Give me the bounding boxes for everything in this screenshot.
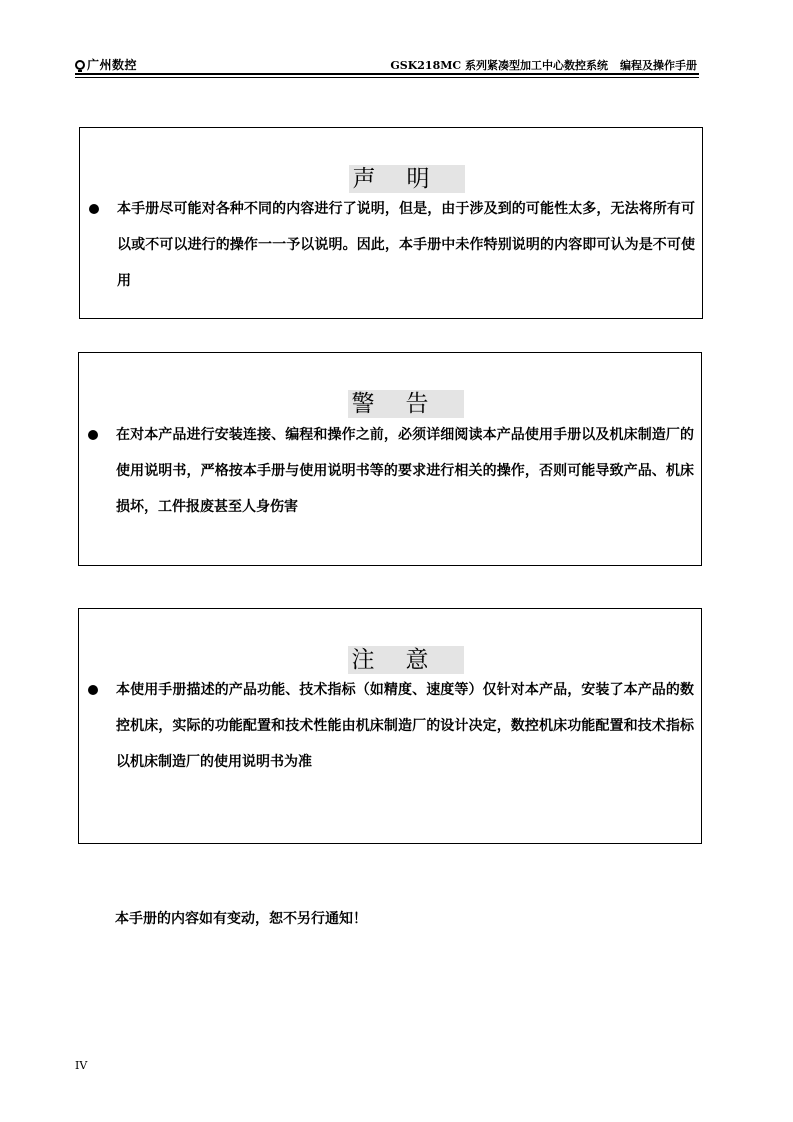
company-logo <box>75 56 137 73</box>
bullet-icon <box>88 430 98 440</box>
manual-title <box>390 57 697 73</box>
change-notice: 本手册的内容如有变动，恕不另行通知！ <box>115 911 367 927</box>
logo-text: 广州数控 <box>87 58 138 72</box>
bullet-icon <box>88 685 98 695</box>
manual-title-main: GSK218MC 系列紧凑型加工中心数控系统 <box>390 59 608 72</box>
statement-text: 本手册尽可能对各种不同的内容进行了说明，但是，由于涉及到的可能性太多，无法将所有可以或不可以进行的操作一一予以说明。因此，本手册中未作特别说明的内容即可认为是不可使用 <box>117 201 695 289</box>
header-rule-thick <box>75 73 699 75</box>
statement-title: 声明 <box>80 160 702 193</box>
notice-box <box>78 608 702 844</box>
warning-title: 警告 <box>79 385 701 418</box>
bullet-icon <box>89 204 99 214</box>
header-rule-thin <box>75 77 699 78</box>
notice-text: 本使用手册描述的产品功能、技术指标（如精度、速度等）仅针对本产品，安装了本产品的数控机床，实际的功能配置和技术性能由机床制造厂的设计决定，数控机床功能配置和技术指标以机床制造厂的使用说明书为准 <box>116 682 694 770</box>
warning-box <box>78 352 702 566</box>
page-header <box>75 54 699 74</box>
statement-box <box>79 127 703 319</box>
manual-title-sub: 编程及操作手册 <box>620 59 697 72</box>
gsk-logo-icon <box>75 60 85 70</box>
warning-text: 在对本产品进行安装连接、编程和操作之前，必须详细阅读本产品使用手册以及机床制造厂的使用说明书，严格按本手册与使用说明书等的要求进行相关的操作，否则可能导致产品、机床损坏，工件报废甚至人身伤害 <box>116 427 694 515</box>
notice-title: 注意 <box>79 641 701 674</box>
page-number: IV <box>75 1059 88 1072</box>
